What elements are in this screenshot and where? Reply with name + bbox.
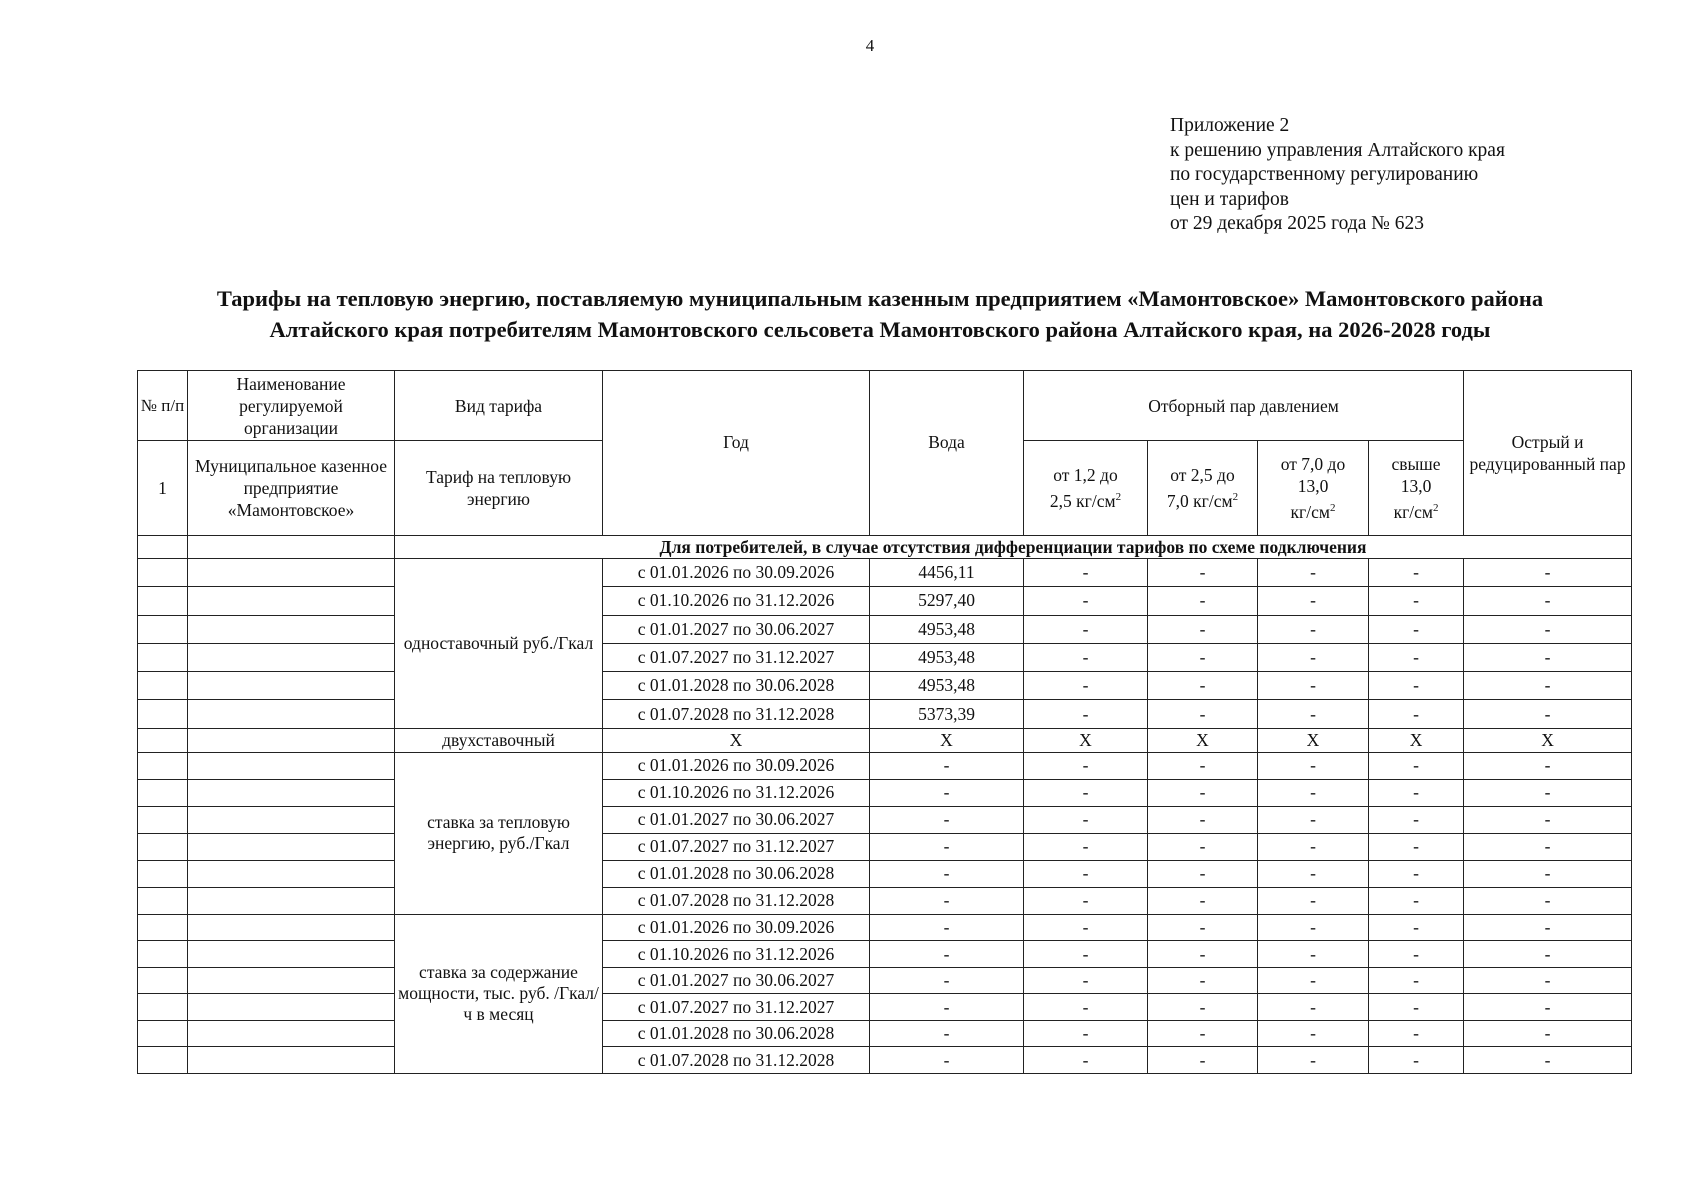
value-cell: - xyxy=(1148,779,1258,806)
value-cell: - xyxy=(1369,559,1464,587)
value-cell: - xyxy=(1464,700,1632,728)
value-cell: - xyxy=(1024,752,1148,779)
period-cell: с 01.10.2026 по 31.12.2026 xyxy=(603,941,870,968)
empty-cell xyxy=(188,559,395,587)
empty-cell xyxy=(188,728,395,752)
empty-cell xyxy=(138,833,188,860)
empty-cell xyxy=(138,752,188,779)
header-year: Год xyxy=(603,371,870,536)
value-cell: - xyxy=(1148,559,1258,587)
empty-cell xyxy=(138,643,188,671)
table-row xyxy=(138,833,1632,860)
appendix-line: от 29 декабря 2025 года № 623 xyxy=(1170,213,1424,234)
value-cell: - xyxy=(1258,1020,1369,1047)
value-cell: - xyxy=(1464,914,1632,941)
empty-cell xyxy=(138,860,188,887)
value-cell: - xyxy=(1148,700,1258,728)
value-cell: - xyxy=(1369,643,1464,671)
period-cell: с 01.07.2028 по 31.12.2028 xyxy=(603,700,870,728)
value-cell: - xyxy=(1258,887,1369,914)
table-row xyxy=(138,941,1632,968)
empty-cell xyxy=(138,887,188,914)
value-cell: - xyxy=(870,1047,1024,1074)
value-cell: - xyxy=(1369,914,1464,941)
value-cell: - xyxy=(870,941,1024,968)
appendix-block xyxy=(1170,114,1505,237)
document-title xyxy=(110,283,1650,345)
header-num: № п/п xyxy=(138,371,188,441)
value-cell: X xyxy=(1369,728,1464,752)
value-cell: - xyxy=(1258,559,1369,587)
value-cell: - xyxy=(1148,1047,1258,1074)
table-row xyxy=(138,559,1632,587)
value-cell: - xyxy=(870,833,1024,860)
value-cell: - xyxy=(1258,672,1369,700)
empty-cell xyxy=(138,806,188,833)
value-cell: - xyxy=(1148,587,1258,615)
value-cell: - xyxy=(870,914,1024,941)
period-cell: с 01.01.2028 по 30.06.2028 xyxy=(603,860,870,887)
value-cell: - xyxy=(1024,700,1148,728)
value-cell: - xyxy=(1464,587,1632,615)
value-cell: - xyxy=(1369,752,1464,779)
value-cell: - xyxy=(1024,833,1148,860)
value-cell: - xyxy=(870,752,1024,779)
value-cell: - xyxy=(1464,887,1632,914)
tariff-name: Тариф на тепловую энергию xyxy=(395,441,603,536)
value-cell: - xyxy=(1024,994,1148,1021)
value-cell: - xyxy=(1464,615,1632,643)
tariff-kind-label: ставка за содержание мощности, тыс. руб. /Гкал/ч в месяц xyxy=(395,914,603,1073)
value-cell: - xyxy=(1258,967,1369,994)
value-cell: - xyxy=(1024,967,1148,994)
tariff-kind-label: одноставочный руб./Гкал xyxy=(395,559,603,729)
value-cell: - xyxy=(1369,1047,1464,1074)
value-cell: - xyxy=(1148,887,1258,914)
empty-cell xyxy=(188,752,395,779)
value-cell: - xyxy=(1148,615,1258,643)
value-cell: - xyxy=(1258,615,1369,643)
value-cell: - xyxy=(1464,833,1632,860)
value-cell: - xyxy=(1369,806,1464,833)
appendix-line: к решению управления Алтайского края xyxy=(1170,139,1505,161)
value-cell: - xyxy=(1464,860,1632,887)
value-cell: - xyxy=(1464,559,1632,587)
value-cell: - xyxy=(1464,806,1632,833)
value-cell: - xyxy=(1464,967,1632,994)
value-cell: - xyxy=(1258,833,1369,860)
value-cell: - xyxy=(1464,1020,1632,1047)
empty-cell xyxy=(188,887,395,914)
value-cell: - xyxy=(1148,994,1258,1021)
value-cell: - xyxy=(1258,941,1369,968)
value-cell: X xyxy=(1024,728,1148,752)
table-row xyxy=(138,615,1632,643)
value-cell: 4953,48 xyxy=(870,615,1024,643)
period-cell: с 01.07.2028 по 31.12.2028 xyxy=(603,887,870,914)
header-pressure-2: от 2,5 до 7,0 $кг/см^2$ xyxy=(1148,441,1258,536)
period-cell: с 01.10.2026 по 31.12.2026 xyxy=(603,587,870,615)
appendix-line: цен и тарифов xyxy=(1170,188,1289,210)
table-row xyxy=(138,728,1632,752)
value-cell: - xyxy=(1148,752,1258,779)
value-cell: - xyxy=(870,1020,1024,1047)
period-cell: с 01.01.2026 по 30.09.2026 xyxy=(603,752,870,779)
value-cell: - xyxy=(1464,672,1632,700)
header-sharp-steam: Острый и редуцированный пар xyxy=(1464,371,1632,536)
header-pressure-3: от 7,0 до 13,0 $кг/см^2$ xyxy=(1258,441,1369,536)
value-cell: - xyxy=(1024,587,1148,615)
value-cell: - xyxy=(1464,643,1632,671)
value-cell: - xyxy=(1024,887,1148,914)
value-cell: - xyxy=(1258,994,1369,1021)
empty-cell xyxy=(188,941,395,968)
period-cell: с 01.01.2027 по 30.06.2027 xyxy=(603,615,870,643)
header-org: Наименование регулируемой организации xyxy=(188,371,395,441)
value-cell: - xyxy=(1024,559,1148,587)
period-cell: с 01.01.2026 по 30.09.2026 xyxy=(603,559,870,587)
empty-cell xyxy=(138,1020,188,1047)
header-steam-group: Отборный пар давлением xyxy=(1024,371,1464,441)
value-cell: - xyxy=(1024,1020,1148,1047)
value-cell: - xyxy=(1464,752,1632,779)
value-cell: - xyxy=(1258,1047,1369,1074)
value-cell: - xyxy=(1369,672,1464,700)
empty-cell xyxy=(188,1020,395,1047)
value-cell: - xyxy=(1369,967,1464,994)
value-cell: X xyxy=(1464,728,1632,752)
group-title: Для потребителей, в случае отсутствия дифференциации тарифов по схеме подключения xyxy=(395,536,1632,559)
period-cell: с 01.07.2027 по 31.12.2027 xyxy=(603,833,870,860)
table-row xyxy=(138,779,1632,806)
title-line: Алтайского края потребителям Мамонтовского сельсовета Мамонтовского района Алтайского края, на 2026-2028 годы xyxy=(269,317,1491,342)
row-num: 1 xyxy=(138,441,188,536)
value-cell: 4456,11 xyxy=(870,559,1024,587)
empty-cell xyxy=(188,587,395,615)
value-cell: - xyxy=(1369,615,1464,643)
table-row xyxy=(138,994,1632,1021)
table-row xyxy=(138,700,1632,728)
table-row xyxy=(138,860,1632,887)
empty-cell xyxy=(188,672,395,700)
header-water: Вода xyxy=(870,371,1024,536)
empty-cell xyxy=(188,700,395,728)
period-cell: с 01.10.2026 по 31.12.2026 xyxy=(603,779,870,806)
table-row xyxy=(138,1047,1632,1074)
value-cell: - xyxy=(1258,779,1369,806)
value-cell: - xyxy=(1148,914,1258,941)
empty-cell xyxy=(138,967,188,994)
value-cell: X xyxy=(1258,728,1369,752)
period-cell: с 01.01.2027 по 30.06.2027 xyxy=(603,967,870,994)
value-cell: - xyxy=(1369,860,1464,887)
table-row xyxy=(138,643,1632,671)
value-cell: - xyxy=(1148,860,1258,887)
period-cell: с 01.01.2028 по 30.06.2028 xyxy=(603,1020,870,1047)
tariff-kind-label: ставка за тепловую энергию, руб./Гкал xyxy=(395,752,603,914)
value-cell: - xyxy=(1369,941,1464,968)
page-number: 4 xyxy=(865,36,875,55)
value-cell: - xyxy=(870,887,1024,914)
table-row xyxy=(138,967,1632,994)
value-cell: - xyxy=(1258,752,1369,779)
empty-cell xyxy=(138,615,188,643)
empty-cell xyxy=(188,833,395,860)
value-cell: - xyxy=(1148,941,1258,968)
value-cell: X xyxy=(603,728,870,752)
empty-cell xyxy=(188,1047,395,1074)
value-cell: - xyxy=(1258,860,1369,887)
empty-cell xyxy=(138,536,188,559)
value-cell: X xyxy=(1148,728,1258,752)
period-cell: с 01.07.2027 по 31.12.2027 xyxy=(603,643,870,671)
value-cell: - xyxy=(1258,587,1369,615)
value-cell: - xyxy=(1464,1047,1632,1074)
value-cell: - xyxy=(1464,941,1632,968)
value-cell: - xyxy=(1369,779,1464,806)
value-cell: - xyxy=(870,779,1024,806)
appendix-line: Приложение 2 xyxy=(1170,115,1290,136)
empty-cell xyxy=(188,536,395,559)
title-line: Тарифы на тепловую энергию, поставляемую муниципальным казенным предприятием «Мамонтовское» Мамонтовского района xyxy=(216,286,1544,311)
value-cell: - xyxy=(1258,643,1369,671)
value-cell: - xyxy=(1024,615,1148,643)
value-cell: 5373,39 xyxy=(870,700,1024,728)
period-cell: с 01.01.2026 по 30.09.2026 xyxy=(603,914,870,941)
value-cell: - xyxy=(1369,1020,1464,1047)
empty-cell xyxy=(138,914,188,941)
value-cell: - xyxy=(1024,860,1148,887)
value-cell: 4953,48 xyxy=(870,643,1024,671)
value-cell: - xyxy=(1258,914,1369,941)
value-cell: - xyxy=(1258,806,1369,833)
empty-cell xyxy=(138,941,188,968)
value-cell: - xyxy=(1369,587,1464,615)
value-cell: - xyxy=(1464,779,1632,806)
empty-cell xyxy=(138,587,188,615)
empty-cell xyxy=(188,860,395,887)
value-cell: X xyxy=(870,728,1024,752)
header-tariff-type: Вид тарифа xyxy=(395,371,603,441)
value-cell: - xyxy=(1024,806,1148,833)
value-cell: - xyxy=(1148,833,1258,860)
empty-cell xyxy=(138,672,188,700)
empty-cell xyxy=(188,643,395,671)
tariff-table xyxy=(137,370,1632,1074)
value-cell: - xyxy=(1024,941,1148,968)
value-cell: 4953,48 xyxy=(870,672,1024,700)
value-cell: - xyxy=(1464,994,1632,1021)
value-cell: - xyxy=(1024,643,1148,671)
period-cell: с 01.07.2027 по 31.12.2027 xyxy=(603,994,870,1021)
value-cell: - xyxy=(1024,779,1148,806)
table-row xyxy=(138,887,1632,914)
header-pressure-1: от 1,2 до 2,5 $кг/см^2$ xyxy=(1024,441,1148,536)
value-cell: - xyxy=(1024,914,1148,941)
empty-cell xyxy=(138,700,188,728)
table-row xyxy=(138,1020,1632,1047)
table-row xyxy=(138,914,1632,941)
period-cell: с 01.01.2027 по 30.06.2027 xyxy=(603,806,870,833)
empty-cell xyxy=(188,779,395,806)
empty-cell xyxy=(188,806,395,833)
empty-cell xyxy=(138,728,188,752)
value-cell: - xyxy=(870,967,1024,994)
empty-cell xyxy=(138,779,188,806)
value-cell: - xyxy=(1148,672,1258,700)
value-cell: - xyxy=(1148,1020,1258,1047)
org-name: Муниципальное казенное предприятие «Мамонтовское» xyxy=(188,441,395,536)
empty-cell xyxy=(138,1047,188,1074)
value-cell: - xyxy=(1024,1047,1148,1074)
empty-cell xyxy=(188,914,395,941)
value-cell: - xyxy=(870,994,1024,1021)
empty-cell xyxy=(188,994,395,1021)
value-cell: - xyxy=(1369,887,1464,914)
table-row xyxy=(138,752,1632,779)
empty-cell xyxy=(188,615,395,643)
empty-cell xyxy=(188,967,395,994)
value-cell: - xyxy=(1148,967,1258,994)
period-cell: с 01.01.2028 по 30.06.2028 xyxy=(603,672,870,700)
header-pressure-4: свыше 13,0 $кг/см^2$ xyxy=(1369,441,1464,536)
value-cell: - xyxy=(1369,833,1464,860)
table-row xyxy=(138,806,1632,833)
value-cell: 5297,40 xyxy=(870,587,1024,615)
value-cell: - xyxy=(1024,672,1148,700)
tariff-kind-label: двухставочный xyxy=(395,728,603,752)
empty-cell xyxy=(138,994,188,1021)
value-cell: - xyxy=(870,860,1024,887)
empty-cell xyxy=(138,559,188,587)
table-row xyxy=(138,587,1632,615)
value-cell: - xyxy=(1369,700,1464,728)
value-cell: - xyxy=(1148,643,1258,671)
table-row xyxy=(138,672,1632,700)
value-cell: - xyxy=(1258,700,1369,728)
value-cell: - xyxy=(1148,806,1258,833)
appendix-line: по государственному регулированию xyxy=(1170,164,1479,185)
value-cell: - xyxy=(870,806,1024,833)
value-cell: - xyxy=(1369,994,1464,1021)
period-cell: с 01.07.2028 по 31.12.2028 xyxy=(603,1047,870,1074)
